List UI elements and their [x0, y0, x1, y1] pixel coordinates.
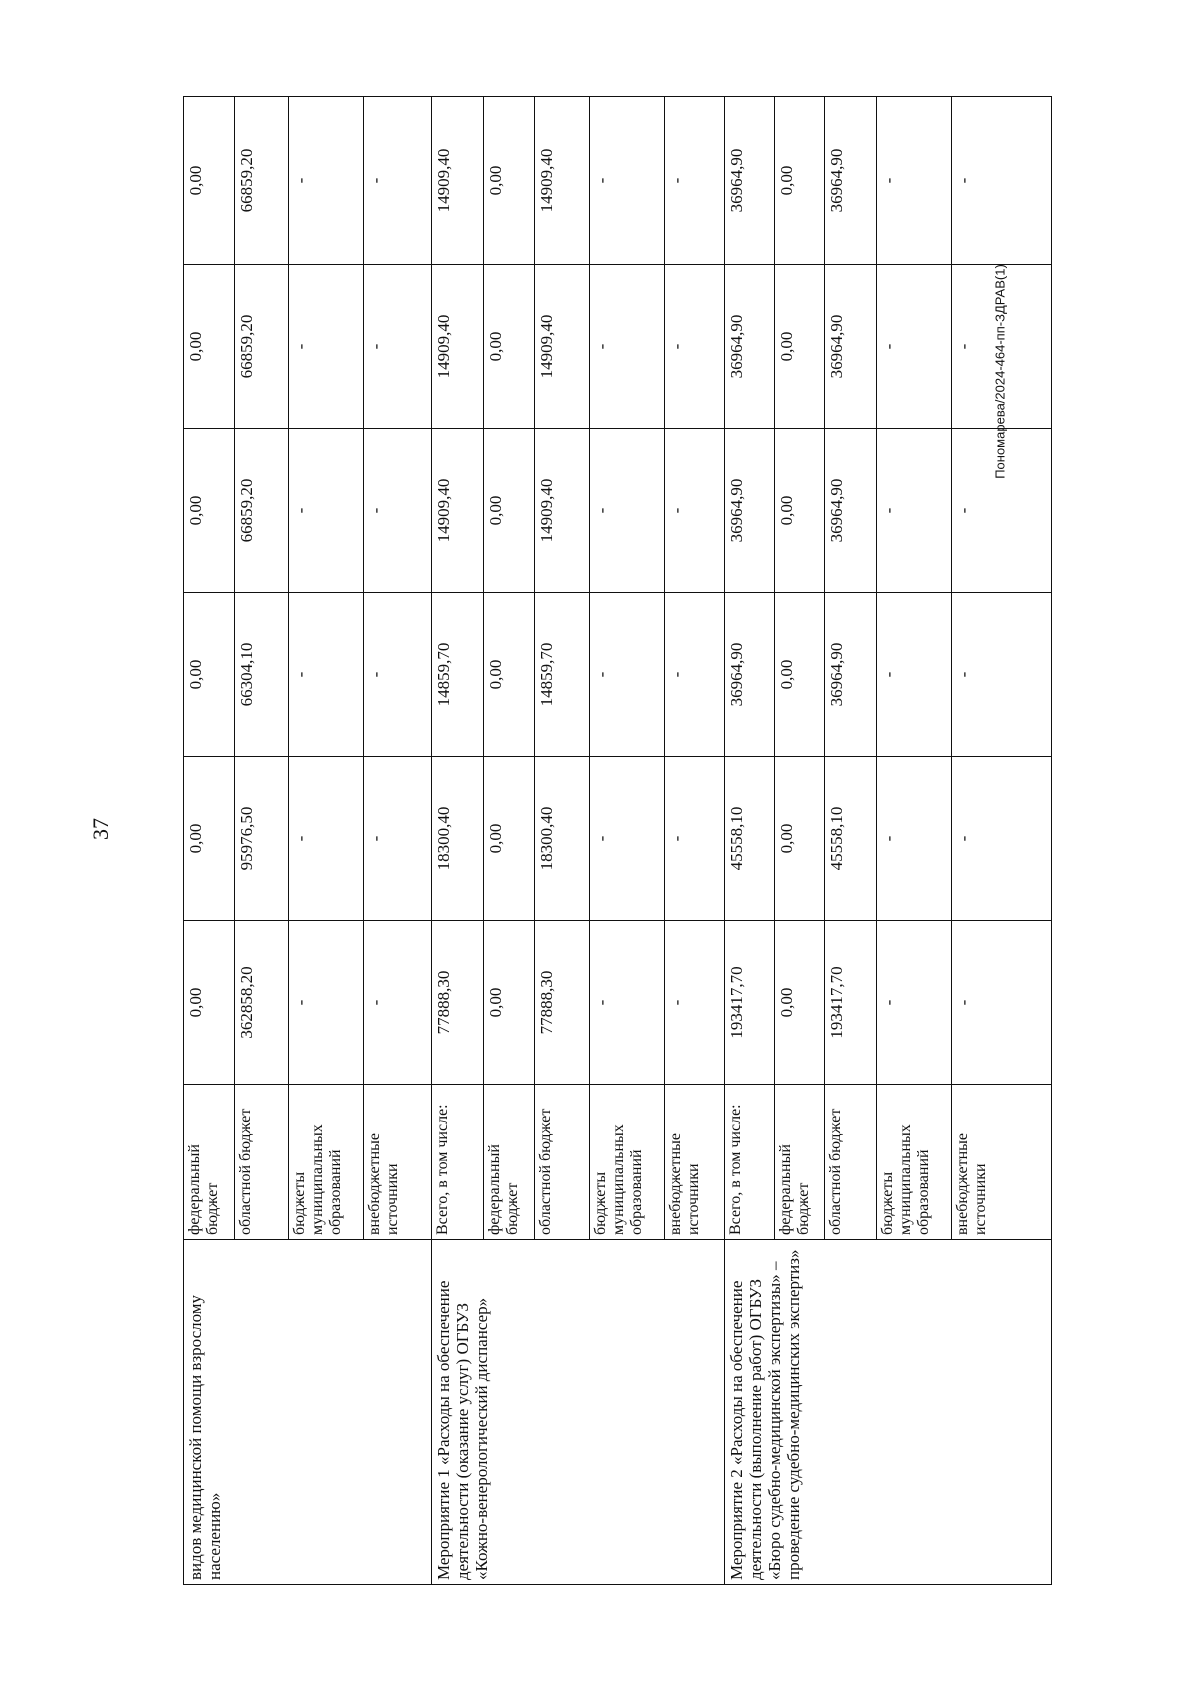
value-cell: 0,00 [775, 593, 825, 757]
value-cell: - [590, 265, 665, 429]
value-cell: - [289, 429, 364, 593]
value-cell: 14909,40 [535, 97, 590, 265]
value-cell: 362858,20 [235, 921, 289, 1085]
funding-source: Всего, в том числе: [432, 1085, 484, 1240]
value-cell: 0,00 [184, 97, 235, 265]
value-cell: 0,00 [484, 921, 535, 1085]
funding-source: бюджеты муниципальных образований [590, 1085, 665, 1240]
page-number: 37 [88, 818, 113, 840]
value-cell: - [364, 921, 432, 1085]
value-cell: 14909,40 [535, 429, 590, 593]
value-cell: 193417,70 [725, 921, 775, 1085]
funding-source: внебюджетные источники [952, 1085, 1052, 1240]
table-row [432, 97, 484, 1585]
event-description: Мероприятие 1 «Расходы на обеспечение деятельности (оказание услуг) ОГБУЗ «Кожно-венерологический диспансер» [432, 1240, 725, 1585]
value-cell: - [590, 593, 665, 757]
value-cell: 0,00 [775, 97, 825, 265]
value-cell: 14909,40 [432, 429, 484, 593]
value-cell: - [590, 757, 665, 921]
value-cell: - [364, 593, 432, 757]
funding-source: федеральный бюджет [775, 1085, 825, 1240]
funding-source: внебюджетные источники [665, 1085, 725, 1240]
value-cell: - [952, 921, 1052, 1085]
value-cell: 36964,90 [725, 593, 775, 757]
value-cell: 0,00 [184, 757, 235, 921]
value-cell: - [665, 757, 725, 921]
funding-source: бюджеты муниципальных образований [289, 1085, 364, 1240]
value-cell: - [877, 921, 952, 1085]
value-cell: - [364, 429, 432, 593]
value-cell: 77888,30 [432, 921, 484, 1085]
value-cell: 36964,90 [825, 97, 877, 265]
table-row [184, 97, 235, 1585]
value-cell: 0,00 [484, 265, 535, 429]
value-cell: - [952, 265, 1052, 429]
value-cell: - [289, 97, 364, 265]
value-cell: - [952, 757, 1052, 921]
funding-source: бюджеты муниципальных образований [877, 1085, 952, 1240]
value-cell: 66304,10 [235, 593, 289, 757]
value-cell: - [590, 97, 665, 265]
value-cell: - [877, 97, 952, 265]
funding-source: федеральный бюджет [484, 1085, 535, 1240]
value-cell: - [289, 757, 364, 921]
funding-source: областной бюджет [235, 1085, 289, 1240]
value-cell: - [590, 429, 665, 593]
value-cell: 0,00 [484, 757, 535, 921]
value-cell: 36964,90 [825, 429, 877, 593]
value-cell: 14909,40 [432, 265, 484, 429]
value-cell: - [665, 593, 725, 757]
value-cell: 0,00 [775, 921, 825, 1085]
event-description: Мероприятие 2 «Расходы на обеспечение деятельности (выполнение работ) ОГБУЗ «Бюро судебно-медицинской экспертизы» – проведение судебно-медицинских экспертиз» [725, 1240, 1052, 1585]
value-cell: 36964,90 [825, 593, 877, 757]
value-cell: 77888,30 [535, 921, 590, 1085]
value-cell: 0,00 [184, 265, 235, 429]
value-cell: 0,00 [184, 429, 235, 593]
value-cell: 14909,40 [432, 97, 484, 265]
value-cell: - [289, 593, 364, 757]
value-cell: - [877, 265, 952, 429]
value-cell: - [665, 97, 725, 265]
value-cell: - [952, 429, 1052, 593]
value-cell: 0,00 [484, 97, 535, 265]
value-cell: 36964,90 [725, 265, 775, 429]
value-cell: 95976,50 [235, 757, 289, 921]
value-cell: 14909,40 [535, 265, 590, 429]
funding-source: федеральный бюджет [184, 1085, 235, 1240]
value-cell: 36964,90 [725, 97, 775, 265]
event-description: видов медицинской помощи взрослому населению» [184, 1240, 432, 1585]
value-cell: - [877, 593, 952, 757]
value-cell: - [952, 593, 1052, 757]
value-cell: 0,00 [775, 429, 825, 593]
funding-source: областной бюджет [825, 1085, 877, 1240]
value-cell: - [952, 97, 1052, 265]
value-cell: - [665, 921, 725, 1085]
value-cell: 45558,10 [725, 757, 775, 921]
value-cell: - [877, 429, 952, 593]
funding-source: областной бюджет [535, 1085, 590, 1240]
value-cell: 36964,90 [725, 429, 775, 593]
budget-table [183, 96, 1052, 1585]
value-cell: - [289, 921, 364, 1085]
value-cell: 193417,70 [825, 921, 877, 1085]
value-cell: - [665, 265, 725, 429]
value-cell: 45558,10 [825, 757, 877, 921]
value-cell: 0,00 [484, 429, 535, 593]
value-cell: 0,00 [184, 921, 235, 1085]
value-cell: 0,00 [775, 265, 825, 429]
value-cell: - [877, 757, 952, 921]
value-cell: 14859,70 [535, 593, 590, 757]
value-cell: 0,00 [184, 593, 235, 757]
value-cell: 66859,20 [235, 429, 289, 593]
value-cell: - [665, 429, 725, 593]
value-cell: 18300,40 [432, 757, 484, 921]
value-cell: 14859,70 [432, 593, 484, 757]
value-cell: - [364, 265, 432, 429]
value-cell: - [364, 757, 432, 921]
funding-source: Всего, в том числе: [725, 1085, 775, 1240]
value-cell: - [590, 921, 665, 1085]
funding-source: внебюджетные источники [364, 1085, 432, 1240]
value-cell: 0,00 [484, 593, 535, 757]
value-cell: - [364, 97, 432, 265]
value-cell: 36964,90 [825, 265, 877, 429]
value-cell: 66859,20 [235, 97, 289, 265]
value-cell: 18300,40 [535, 757, 590, 921]
value-cell: 0,00 [775, 757, 825, 921]
document-code: Пономарева/2024-464-пп-ЗДРАВ(1) [992, 264, 1008, 479]
table-row [725, 97, 775, 1585]
budget-table-rotated [183, 97, 1051, 1585]
value-cell: 66859,20 [235, 265, 289, 429]
value-cell: - [289, 265, 364, 429]
